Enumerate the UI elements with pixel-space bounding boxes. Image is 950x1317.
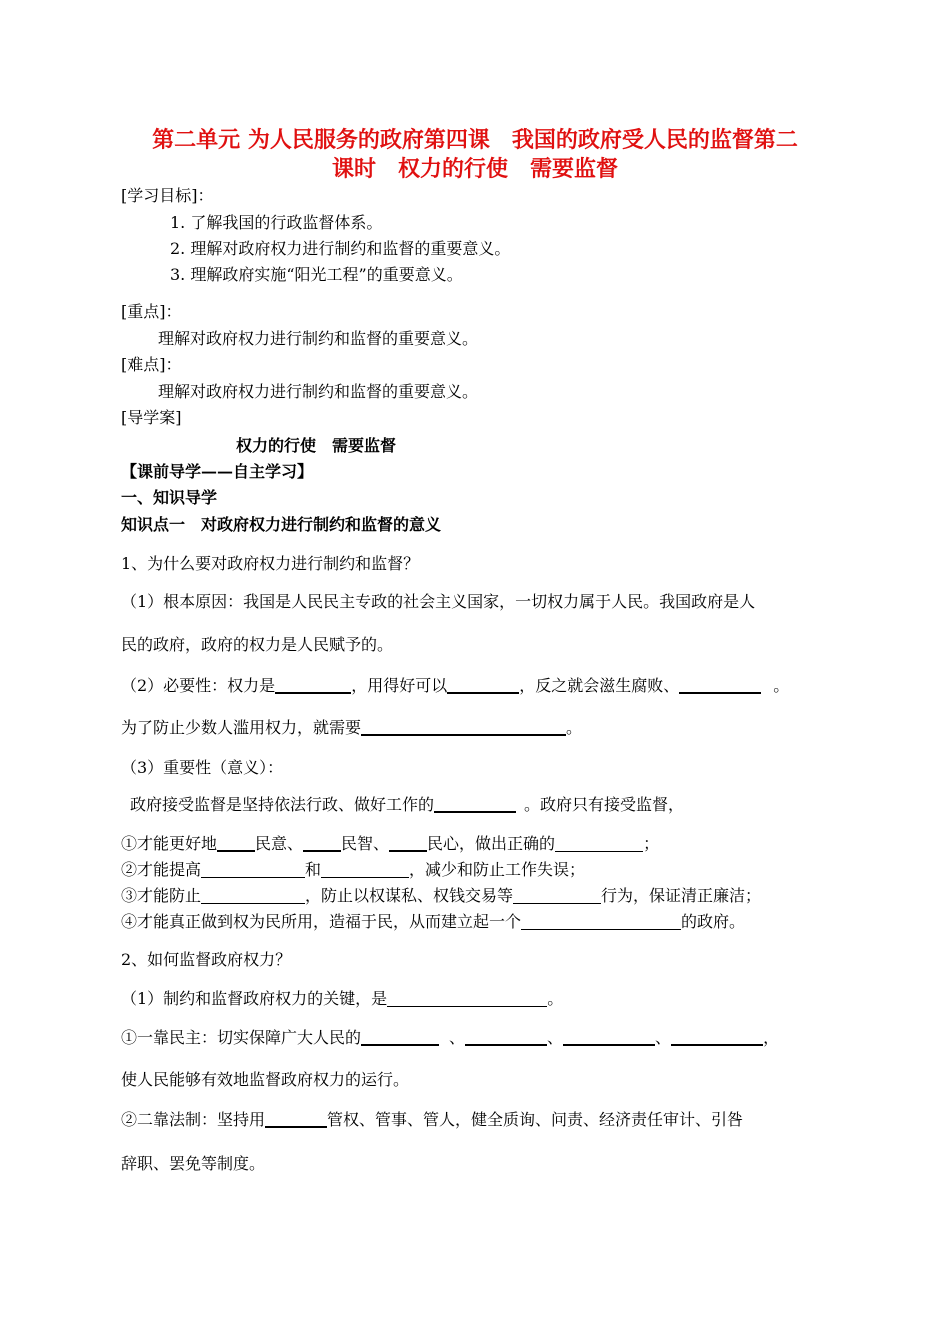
consequence-text: ③才能防止	[121, 886, 202, 905]
democracy-line	[121, 1028, 779, 1048]
fill-blank[interactable]	[563, 1028, 655, 1046]
rule-of-law-line	[121, 1110, 743, 1130]
consequence-4	[121, 912, 745, 932]
objective-item: 3. 理解政府实施“阳光工程”的重要意义。	[170, 265, 463, 284]
question-1: 1、为什么要对政府权力进行制约和监督？	[121, 554, 420, 573]
root-cause-line-1: （1）根本原因：我国是人民民主专政的社会主义国家，一切权力属于人民。我国政府是人	[121, 592, 756, 611]
consequence-3	[121, 886, 761, 906]
fill-blank[interactable]	[521, 913, 681, 930]
fill-blank[interactable]	[201, 887, 305, 904]
fill-blank[interactable]	[447, 676, 519, 694]
guide-title: 权力的行使 需要监督	[236, 436, 397, 455]
fill-blank[interactable]	[275, 676, 351, 694]
fill-blank[interactable]	[513, 887, 601, 904]
necessity-text: ，用得好可以	[351, 676, 448, 695]
consequence-text: ④才能真正做到权为民所用，造福于民，从而建立起一个	[121, 912, 522, 931]
consequence-text: 民心，做出正确的	[427, 834, 556, 853]
consequence-text: ①才能更好地	[121, 834, 218, 853]
fill-blank[interactable]	[465, 1028, 547, 1046]
fill-blank[interactable]	[265, 1110, 327, 1128]
fill-blank[interactable]	[387, 990, 547, 1007]
rule-of-law-line-2: 辞职、罢免等制度。	[121, 1154, 266, 1173]
fill-blank[interactable]	[434, 795, 516, 813]
necessity-text: （2）必要性：权力是	[121, 676, 276, 695]
consequence-text: ，防止以权谋私、权钱交易等	[305, 886, 514, 905]
necessity-text: 。	[566, 718, 583, 737]
consequence-text: 和	[305, 860, 322, 879]
fill-blank[interactable]	[389, 834, 427, 852]
knowledge-point-heading: 知识点一 对政府权力进行制约和监督的意义	[121, 515, 442, 534]
consequence-text: 民意、	[255, 834, 304, 853]
democracy-line-2: 使人民能够有效地监督政府权力的运行。	[121, 1070, 410, 1089]
democracy-text: ，	[763, 1028, 780, 1047]
supervision-key-line	[121, 989, 563, 1009]
question-2: 2、如何监督政府权力？	[121, 950, 292, 969]
importance-text: 。政府只有接受监督，	[524, 795, 685, 814]
fill-blank[interactable]	[671, 1028, 763, 1046]
objective-item: 2. 理解对政府权力进行制约和监督的重要意义。	[170, 239, 511, 258]
democracy-text: ①一靠民主：切实保障广大人民的	[121, 1028, 362, 1047]
fill-blank[interactable]	[555, 835, 643, 852]
fill-blank[interactable]	[679, 676, 761, 694]
document-title-line-2: 课时 权力的行使 需要监督	[331, 156, 618, 182]
fill-blank[interactable]	[303, 834, 341, 852]
fill-blank[interactable]	[217, 834, 255, 852]
consequence-2	[121, 860, 585, 880]
guide-label: [导学案]	[121, 408, 182, 427]
importance-heading: （3）重要性（意义）：	[121, 758, 284, 777]
necessity-line	[121, 676, 789, 696]
difficulty-text: 理解对政府权力进行制约和监督的重要意义。	[158, 382, 479, 401]
document-title-line-1: 第二单元 为人民服务的政府第四课 我国的政府受人民的监督第二	[152, 127, 798, 153]
fill-blank[interactable]	[361, 1028, 439, 1046]
difficulty-label: [难点]：	[121, 355, 182, 374]
rule-of-law-text: 管权、管事、管人，健全质询、问责、经济责任审计、引咎	[327, 1110, 744, 1129]
supervision-text: （1）制约和监督政府权力的关键，是	[121, 989, 388, 1008]
supervision-text: 。	[547, 989, 564, 1008]
rule-of-law-text: ②二靠法制：坚持用	[121, 1110, 266, 1129]
importance-line	[130, 795, 684, 815]
consequence-text: 行为，保证清正廉洁；	[601, 886, 762, 905]
consequence-text: ；	[643, 834, 660, 853]
consequence-text: ②才能提高	[121, 860, 202, 879]
key-point-text: 理解对政府权力进行制约和监督的重要意义。	[158, 329, 479, 348]
fill-blank[interactable]	[321, 861, 409, 878]
democracy-text: 、	[547, 1028, 564, 1047]
necessity-text: 为了防止少数人滥用权力，就需要	[121, 718, 362, 737]
preclass-heading: 【课前导学——自主学习】	[121, 462, 314, 481]
consequence-text: ，减少和防止工作失误；	[409, 860, 586, 879]
fill-blank[interactable]	[201, 861, 305, 878]
objective-item: 1. 了解我国的行政监督体系。	[170, 213, 383, 232]
necessity-line-2	[121, 718, 582, 738]
consequence-1	[121, 834, 659, 854]
democracy-text: 、	[655, 1028, 672, 1047]
section-heading: 一、知识导学	[121, 488, 218, 507]
objectives-label: [学习目标]：	[121, 186, 214, 205]
key-point-label: [重点]：	[121, 302, 182, 321]
consequence-text: 的政府。	[681, 912, 746, 931]
root-cause-line-2: 民的政府，政府的权力是人民赋予的。	[121, 635, 394, 654]
consequence-text: 民智、	[341, 834, 390, 853]
necessity-text: ，反之就会滋生腐败、	[519, 676, 680, 695]
necessity-text: 。	[773, 676, 790, 695]
fill-blank[interactable]	[361, 718, 566, 736]
importance-text: 政府接受监督是坚持依法行政、做好工作的	[130, 795, 435, 814]
democracy-text: 、	[449, 1028, 466, 1047]
